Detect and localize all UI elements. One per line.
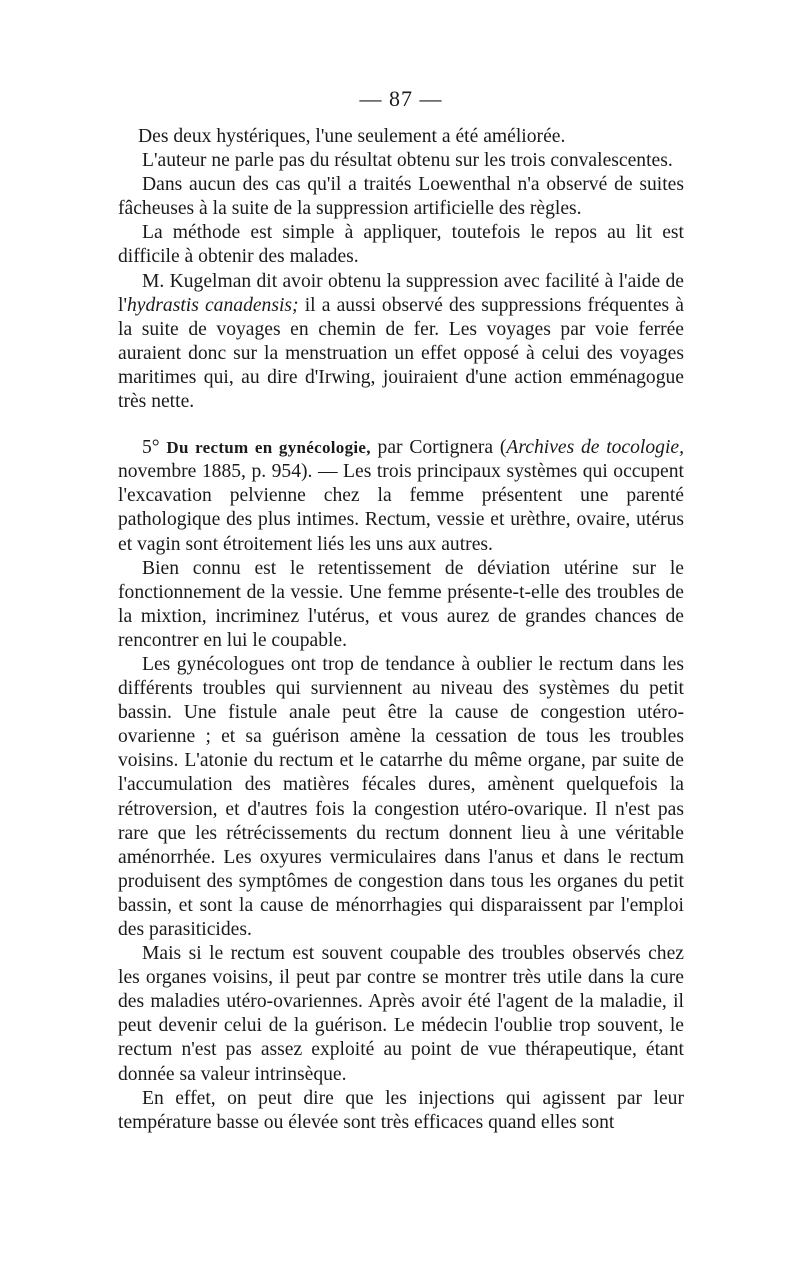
paragraph-bladder: Bien connu est le retentissement de déviation utérine sur le fonctionnement de la vessie. Une femme présente-t-elle des troubles de la mixtion, incriminez l'utérus, et vous aurez de grandes chances de rencontrer en lui le coupable. xyxy=(118,557,684,651)
kugelman-text-before: M. Kugelman dit avoir obtenu la suppression avec facilité à l'aide de l' xyxy=(118,270,684,316)
section-5-paragraph xyxy=(118,436,684,556)
page-number: — 87 — xyxy=(359,86,443,111)
paragraph-convalescents: L'auteur ne parle pas du résultat obtenu sur les trois convalescentes. xyxy=(142,150,673,172)
section-journal: Archives de tocologie, xyxy=(506,437,685,459)
section-author: par Cortignera ( xyxy=(370,437,507,459)
paragraph-injections: En effet, on peut dire que les injections qui agissent par leur température basse ou élevée sont très efficaces quand elles sont xyxy=(118,1087,684,1133)
paragraph-gynecologists: Les gynécologues ont trop de tendance à oublier le rectum dans les différents troubles qui surviennent au niveau des systèmes du petit bassin. Une fistule anale peut être la cause de congestion utéro-ovarienne ; et sa guérison amène la cessation de tous les troubles voisins. L'atonie du rectum et le catarrhe du même organe, par suite de l'accumulation des matières fécales dures, amènent quelquefois la rétroversion, et d'autres fois la congestion utéro-ovarique. Il n'est pas rare que les rétrécissements du rectum donnent lieu à une véritable aménorrhée. Les oxyures vermiculaires dans l'anus et dans le rectum produisent des symptômes de congestion dans tous les organes du petit bassin, et sont la cause de ménorrhagies qui disparaissent par l'emploi des parasiticides. xyxy=(118,653,684,940)
section-heading: Du rectum en gynécologie, xyxy=(166,438,371,458)
section-citation-text: novembre 1885, p. 954). — Les trois principaux systèmes qui occupent l'excavation pelvienne chez la femme présentent une parenté pathologique des plus intimes. Rectum, vessie et urèthre, ovaire, utérus et vagin sont étroitement liés les uns aux autres. xyxy=(118,461,684,555)
paragraph-loewenthal: Dans aucun des cas qu'il a traités Loewenthal n'a observé de suites fâcheuses à la suite de la suppression artificielle des règles. xyxy=(118,174,684,220)
paragraph-method: La méthode est simple à appliquer, toutefois le repos au lit est difficile à obtenir des malades. xyxy=(118,222,684,268)
paragraph-hysterics: Des deux hystériques, l'une seulement a été améliorée. xyxy=(138,126,566,147)
kugelman-text-after: il a aussi observé des suppressions fréquentes à la suite de voyages en chemin de fer. Les voyages par voie ferrée auraient donc sur la menstruation un effet opposé à celui des voyages maritimes qui, au dire d'Irwing, jouiraient d'une action emménagogue très nette. xyxy=(118,294,684,413)
paragraph-kugelman xyxy=(118,270,684,415)
book-page xyxy=(118,85,684,1135)
section-spacer xyxy=(118,414,684,436)
section-number: 5° xyxy=(142,437,160,459)
paragraph-therapeutic: Mais si le rectum est souvent coupable des troubles observés chez les organes voisins, il peut par contre se montrer très utile dans la cure des maladies utéro-ovariennes. Après avoir été l'agent de la maladie, il peut devenir celui de la guérison. Le médecin l'oublie trop souvent, le rectum n'est pas assez exploité au point de vue thérapeutique, étant donnée sa valeur intrinsèque. xyxy=(118,943,684,1085)
kugelman-italic-term: hydrastis canadensis; xyxy=(126,294,299,316)
